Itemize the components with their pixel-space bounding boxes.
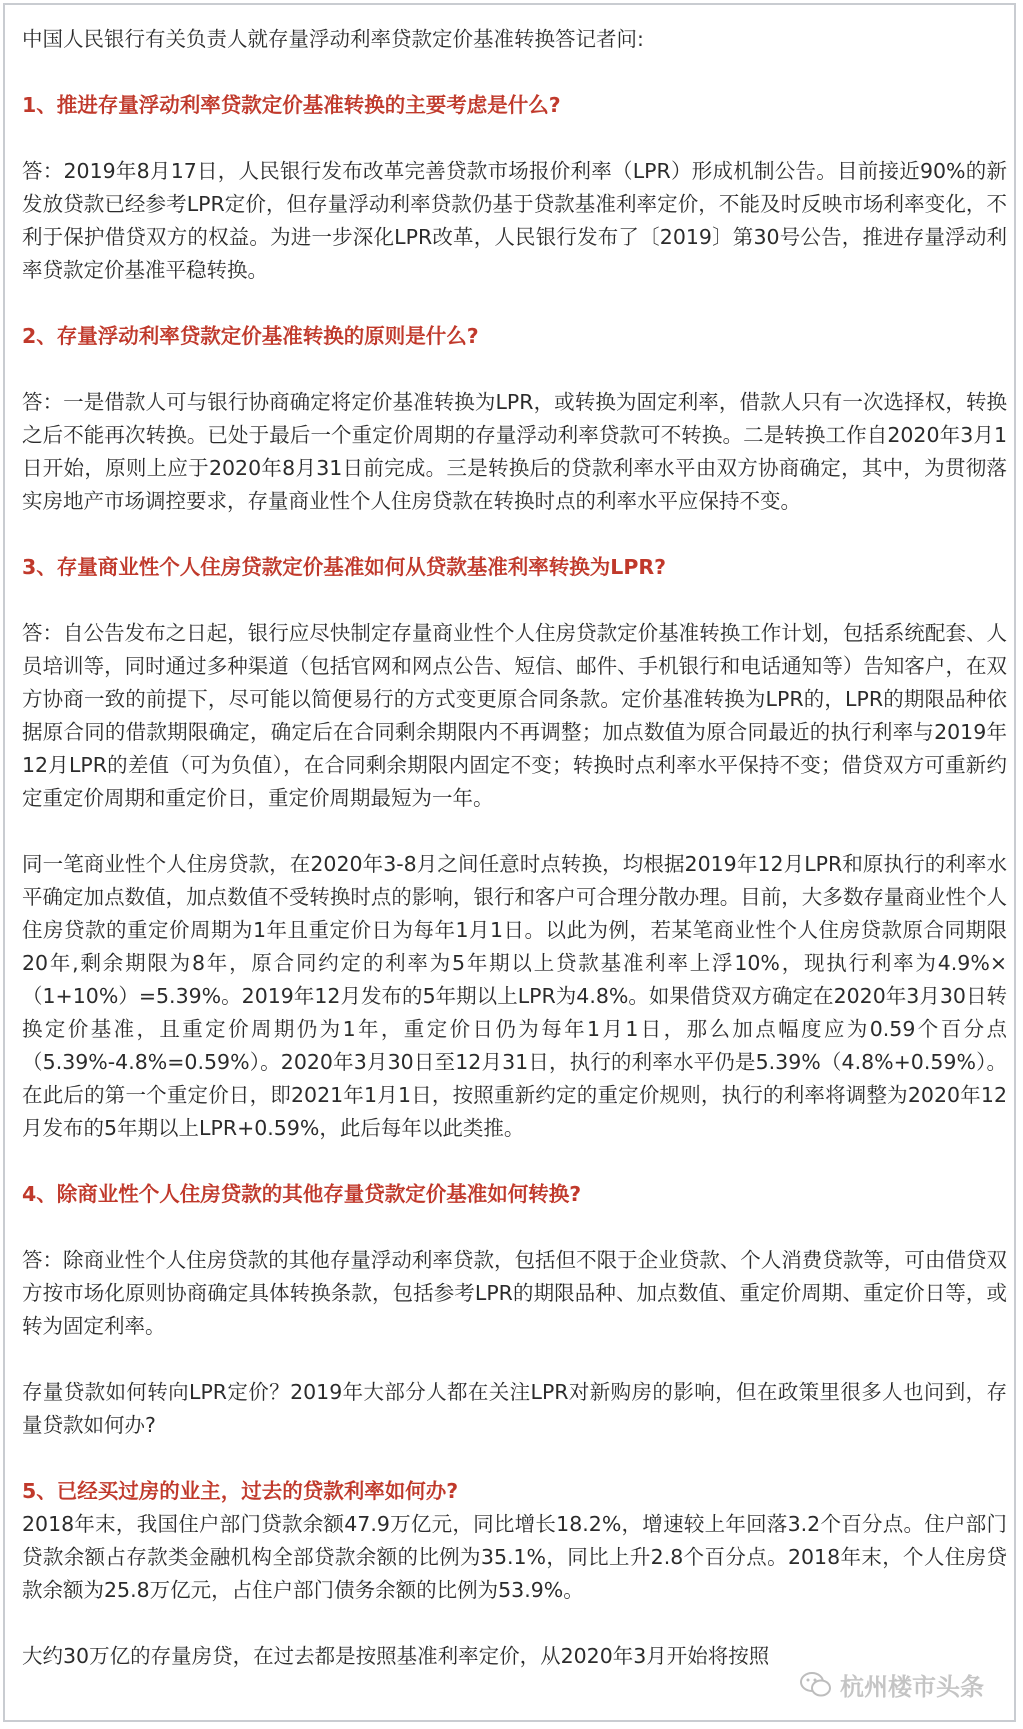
question-1-heading: 1、推进存量浮动利率贷款定价基准转换的主要考虑是什么? [22,93,561,117]
closing-paragraph: 大约30万亿的存量房贷，在过去都是按照基准利率定价，从2020年3月开始将按照 [22,1644,770,1668]
answer-4: 答：除商业性个人住房贷款的其他存量浮动利率贷款，包括但不限于企业贷款、个人消费贷款等，可由借贷双方按市场化原则协商确定具体转换条款，包括参考LPR的期限品种、加点数值、重定价周期、重定价日等，或转为固定利率。 [22,1248,1007,1338]
answer-3-example: 同一笔商业性个人住房贷款，在2020年3-8月之间任意时点转换，均根据2019年12月LPR和原执行的利率水平确定加点数值，加点数值不受转换时点的影响，银行和客户可合理分散办理。目前，大多数存量商业性个人住房贷款的重定价周期为1年且重定价日为每年1月1日。以此为例，若某笔商业性个人住房贷款原合同期限20年,剩余期限为8年，原合同约定的利率为5年期以上贷款基准利率上浮10%，现执行利率为4.9%×（1+10%）=5.39%。2019年12月发布的5年期以上LPR为4.8%。如果借贷双方确定在2020年3月30日转换定价基准，且重定价周期仍为1年，重定价日仍为每年1月1日，那么加点幅度应为0.59个百分点（5.39%-4.8%=0.59%）。2020年3月30日至12月31日，执行的利率水平仍是5.39%（4.8%+0.59%）。在此后的第一个重定价日，即2021年1月1日，按照重新约定的重定价规则，执行的利率将调整为2020年12月发布的5年期以上LPR+0.59%，此后每年以此类推。 [22,852,1007,1140]
article-frame [3,3,1016,1722]
intro-line: 中国人民银行有关负责人就存量浮动利率贷款定价基准转换答记者问: [22,27,644,51]
watermark-text: 杭州楼市头条 [840,1673,984,1701]
question-3-heading: 3、存量商业性个人住房贷款定价基准如何从贷款基准利率转换为LPR? [22,555,667,579]
lpr-paragraph: 存量贷款如何转向LPR定价？2019年大部分人都在关注LPR对新购房的影响，但在政策里很多人也问到，存量贷款如何办? [22,1380,1007,1437]
question-4-heading: 4、除商业性个人住房贷款的其他存量贷款定价基准如何转换? [22,1182,582,1206]
answer-2: 答：一是借款人可与银行协商确定将定价基准转换为LPR，或转换为固定利率，借款人只有一次选择权，转换之后不能再次转换。已处于最后一个重定价周期的存量浮动利率贷款可不转换。二是转换工作自2020年3月1日开始，原则上应于2020年8月31日前完成。三是转换后的贷款利率水平由双方协商确定，其中，为贯彻落实房地产市场调控要求，存量商业性个人住房贷款在转换时点的利率水平应保持不变。 [22,390,1007,513]
article-body [22,23,1007,1673]
wechat-logo-icon [800,1671,832,1699]
answer-5: 2018年末，我国住户部门贷款余额47.9万亿元，同比增长18.2%，增速较上年回落3.2个百分点。住户部门贷款余额占存款类金融机构全部贷款余额的比例为35.1%，同比上升2.8个百分点。2018年末，个人住房贷款余额为25.8万亿元，占住户部门债务余额的比例为53.9%。 [22,1512,1007,1602]
question-5-heading: 5、已经买过房的业主，过去的贷款利率如何办? [22,1479,459,1503]
question-2-heading: 2、存量浮动利率贷款定价基准转换的原则是什么? [22,324,479,348]
answer-1: 答：2019年8月17日，人民银行发布改革完善贷款市场报价利率（LPR）形成机制公告。目前接近90%的新发放贷款已经参考LPR定价，但存量浮动利率贷款仍基于贷款基准利率定价，不能及时反映市场利率变化，不利于保护借贷双方的权益。为进一步深化LPR改革，人民银行发布了〔2019〕第30号公告，推进存量浮动利率贷款定价基准平稳转换。 [22,159,1007,282]
watermark [794,1667,990,1702]
answer-3: 答：自公告发布之日起，银行应尽快制定存量商业性个人住房贷款定价基准转换工作计划，包括系统配套、人员培训等，同时通过多种渠道（包括官网和网点公告、短信、邮件、手机银行和电话通知等）告知客户，在双方协商一致的前提下，尽可能以简便易行的方式变更原合同条款。定价基准转换为LPR的，LPR的期限品种依据原合同的借款期限确定，确定后在合同剩余期限内不再调整；加点数值为原合同最近的执行利率与2019年12月LPR的差值（可为负值），在合同剩余期限内固定不变；转换时点利率水平保持不变；借贷双方可重新约定重定价周期和重定价日，重定价周期最短为一年。 [22,621,1007,810]
